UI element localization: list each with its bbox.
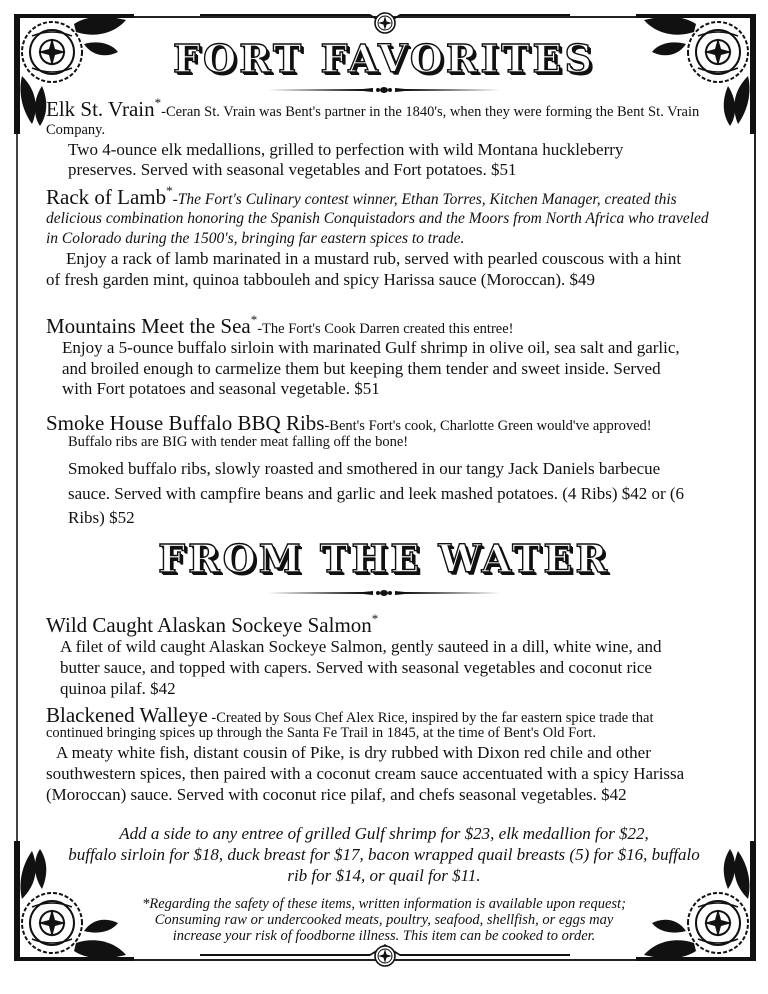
item-description: A meaty white fish, distant cousin of Pike, is dry rubbed with Dixon red chile and other [56, 743, 651, 762]
item-note: -Ceran St. Vrain was Bent's partner in the 1840's, when they were forming the Bent St. Vrain [161, 104, 700, 120]
sides-note: rib for $14, or quail for $11. [287, 866, 481, 885]
item-description: southwestern spices, then paired with a coconut cream sauce accentuated with a spicy Harissa [46, 764, 685, 783]
item-description: and broiled enough to carmelize them but keeping them tender and sweet inside. Served [62, 359, 661, 378]
ornamental-divider-icon [268, 86, 500, 94]
item-description: Two 4-ounce elk medallions, grilled to perfection with wild Montana huckleberry [68, 140, 624, 159]
sides-note: Add a side to any entree of grilled Gulf shrimp for $23, elk medallion for $22, [119, 824, 649, 843]
item-name: Elk St. Vrain [46, 97, 155, 121]
menu-item-elk-st-vrain: Elk St. Vrain*-Ceran St. Vrain was Bent's partner in the 1840's, when they were forming the Bent St. Vrain [46, 95, 700, 121]
item-note: -Bent's Fort's cook, Charlotte Green would've approved! [324, 418, 652, 434]
menu-item-mountains-meet-the-sea: Mountains Meet the Sea*-The Fort's Cook Darren created this entree! [46, 312, 514, 338]
item-note: delicious combination honoring the Spanish Conquistadors and the Moors from North Africa who traveled [46, 210, 709, 227]
item-note: -Created by Sous Chef Alex Rice, inspired by the far eastern spice trade that [207, 710, 654, 726]
menu-item-rack-of-lamb: Rack of Lamb*-The Fort's Culinary contest winner, Ethan Torres, Kitchen Manager, created this [46, 183, 677, 209]
item-description: Smoked buffalo ribs, slowly roasted and smothered in our tangy Jack Daniels barbecue [68, 459, 661, 478]
item-note: -The Fort's Culinary contest winner, Ethan Torres, Kitchen Manager, created this [172, 191, 677, 208]
food-safety-disclaimer: Consuming raw or undercooked meats, poultry, seafood, shellfish, or eggs may [154, 912, 614, 928]
item-description: quinoa pilaf. $42 [60, 679, 176, 698]
item-name: Smoke House Buffalo BBQ Ribs [46, 411, 325, 435]
section-title-fort-favorites: FORT FAVORITES [173, 36, 595, 81]
item-name: Wild Caught Alaskan Sockeye Salmon [46, 613, 372, 637]
item-description: sauce. Served with campfire beans and garlic and leek mashed potatoes. (4 Ribs) $42 or (6 [68, 484, 685, 503]
compass-star-medallion-icon [374, 945, 396, 967]
item-name: Mountains Meet the Sea [46, 314, 251, 338]
item-description: (Moroccan) sauce. Served with coconut rice pilaf, and chefs seasonal vegetables. $42 [46, 785, 627, 804]
menu-item-smoke-house-buffalo-bbq-ribs [46, 411, 652, 436]
item-name: Rack of Lamb [46, 185, 167, 209]
item-note: Buffalo ribs are BIG with tender meat falling off the bone! [68, 434, 409, 450]
item-note: in Colorado during the 1500's, bringing far eastern spices to trade. [46, 230, 465, 247]
food-safety-disclaimer: increase your risk of foodborne illness. This item can be cooked to order. [172, 928, 596, 944]
item-name: Blackened Walleye [46, 703, 208, 727]
compass-star-medallion-icon [374, 12, 396, 34]
item-description: Enjoy a rack of lamb marinated in a mustard rub, served with pearled couscous with a hint [66, 249, 682, 268]
item-description: A filet of wild caught Alaskan Sockeye Salmon, gently sauteed in a dill, white wine, and [60, 637, 662, 656]
item-note: Company. [46, 122, 106, 138]
food-safety-disclaimer: *Regarding the safety of these items, written information is available upon request; [142, 896, 626, 912]
item-description: with Fort potatoes and seasonal vegetable. $51 [62, 379, 380, 398]
sides-note: buffalo sirloin for $18, duck breast for $17, bacon wrapped quail breasts (5) for $16, buffalo [68, 845, 700, 864]
section-title-from-the-water: FROM THE WATER [158, 536, 610, 581]
menu-item-wild-caught-alaskan-sockeye-salmon: Wild Caught Alaskan Sockeye Salmon* [46, 611, 379, 637]
item-description: Ribs) $52 [68, 508, 135, 527]
ornamental-divider-icon [268, 589, 500, 597]
item-note: continued bringing spices up through the Santa Fe Trail in 1845, at the time of Bent's Old Fort. [46, 725, 596, 741]
item-note: -The Fort's Cook Darren created this entree! [257, 321, 514, 337]
item-description: butter sauce, and topped with capers. Served with seasonal vegetables and coconut rice [60, 658, 652, 677]
item-description: Enjoy a 5-ounce buffalo sirloin with marinated Gulf shrimp in olive oil, sea salt and garlic, [62, 338, 680, 357]
item-description: preserves. Served with seasonal vegetables and Fort potatoes. $51 [68, 160, 517, 179]
item-description: of fresh garden mint, quinoa tabbouleh and spicy Harissa sauce (Moroccan). $49 [46, 270, 596, 289]
